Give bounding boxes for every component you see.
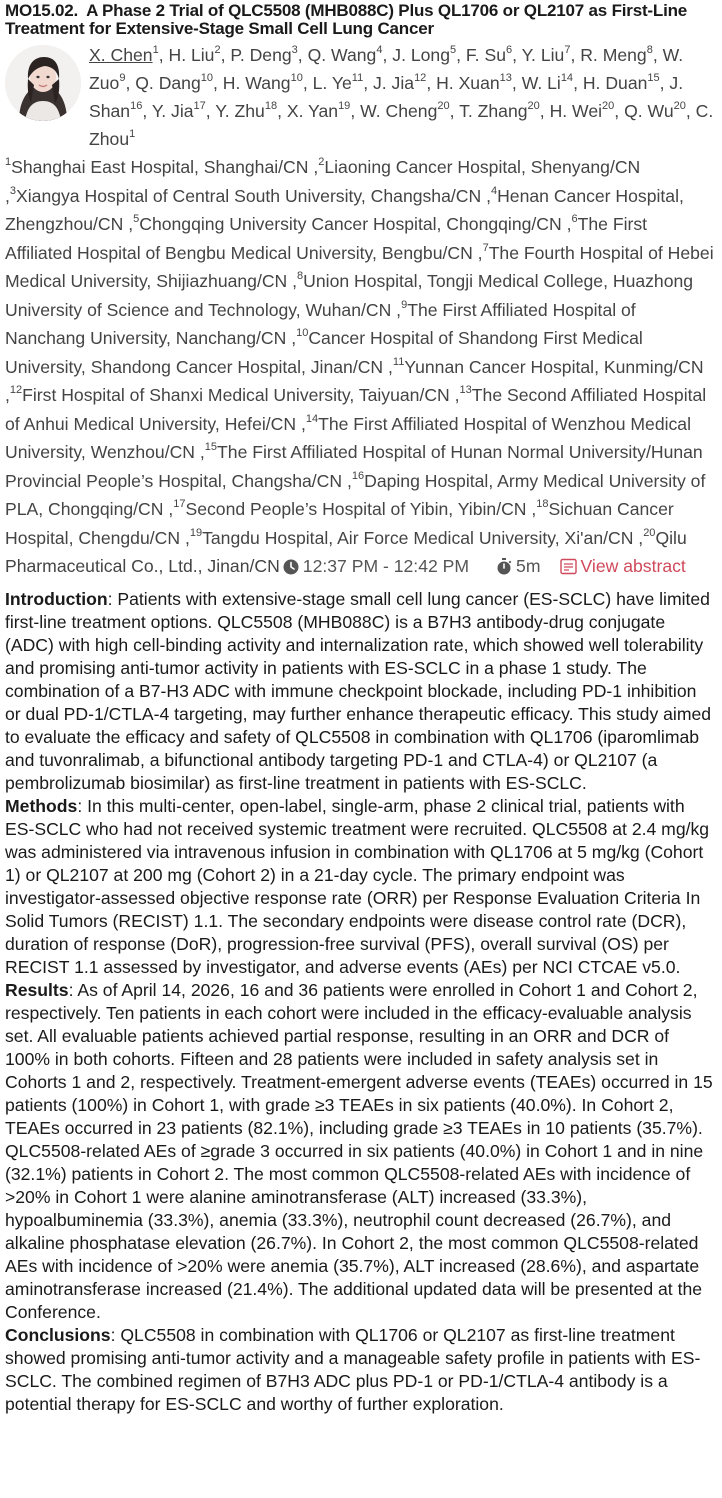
author-name: P. Deng <box>230 45 292 65</box>
author-affiliation-number: 3 <box>291 44 298 56</box>
author-name: Y. Zhu <box>215 101 265 121</box>
affiliation-text: The First Affiliated Hospital of Nanchang University, Nanchang/CN <box>5 299 636 348</box>
author-name: H. Wang <box>222 73 291 93</box>
author-affiliation-number: 1 <box>152 44 159 56</box>
affiliation-text: The First Affiliated Hospital of Hunan Normal University/Hunan Provincial People’s Hospital, Changsha/CN <box>5 442 703 491</box>
author-affiliation-number: 10 <box>290 72 303 84</box>
session-time: 12:37 PM - 12:42 PM <box>302 556 470 576</box>
affiliation-text: The First Affiliated Hospital of Bengbu Medical University, Bengbu/CN <box>5 214 648 263</box>
affiliation-number: 4 <box>490 184 498 197</box>
conclusions-label: Conclusions <box>5 1324 111 1345</box>
author-affiliation-number: 9 <box>119 72 126 84</box>
author-affiliation-number: 20 <box>527 100 540 112</box>
author-name: H. Wei <box>549 101 603 121</box>
author-name: Y. Liu <box>521 45 565 65</box>
affiliation-number: 7 <box>482 241 489 254</box>
affiliation-text: Qilu Pharmaceutical Co., Ltd., Jinan/CN <box>5 527 687 576</box>
conclusions-text: QLC5508 in combination with QL1706 or QL2107 as first-line treatment showed promising anti-tumor activity and a manageable safety profile in patients with ES-SCLC. The combined regimen of B7H3 ADC plus PD-1 or PD-1/CTLA-4 antibody is a potential therapy for ES-SCLC and worthy of further exploration. <box>5 1324 701 1414</box>
affiliation-number: 5 <box>133 213 140 225</box>
author-affiliation-number: 6 <box>505 44 513 56</box>
affiliation-text: The Fourth Hospital of Hebei Medical University, Shijiazhuang/CN <box>5 242 714 291</box>
author-affiliation-number: 1 <box>129 128 136 140</box>
introduction-section: Introduction: Patients with extensive-stage small cell lung cancer (ES-SCLC) have limited first-line treatment options. QLC5508 (MHB088C) is a B7H3 antibody-drug conjugate (ADC) with high cell-binding activity and internalization rate, which showed well tolerability and promising anti-tumor activity in patients with ES-SCLC in a phase 1 study. The combination of a B7-H3 ADC with immune checkpoint blockade, including PD-1 inhibition or dual PD-1/CTLA-4 targeting, may further enhance therapeutic efficacy. This study aimed to evaluate the efficacy and safety of QLC5508 in combination with QL1706 (iparomlimab and tuvonralimab, a bifunctional antibody targeting PD-1 and CTLA-4) or QL2107 (a pembrolizumab biosimilar) as first-line treatment in patients with ES-SCLC. <box>5 588 712 793</box>
author-affiliation-number: 12 <box>414 72 427 84</box>
affiliation-text: The First Affiliated Hospital of Wenzhou Medical University, Wenzhou/CN <box>5 413 691 462</box>
affiliation-text: Xiangya Hospital of Central South University, Changsha/CN <box>16 185 482 206</box>
affiliation-text: Sichuan Cancer Hospital, Chengdu/CN <box>5 499 674 548</box>
author-name: C. Zhou <box>89 101 714 149</box>
author-name: H. Liu <box>168 45 215 65</box>
affiliation-text: Liaoning Cancer Hospital, Shenyang/CN <box>324 157 641 177</box>
affiliation-number: 16 <box>351 469 365 482</box>
affiliation-number: 8 <box>297 270 304 282</box>
affiliation-text: Shanghai East Hospital, Shanghai/CN <box>11 157 309 177</box>
author-affiliation-number: 2 <box>214 44 221 56</box>
affiliation-block <box>5 153 716 584</box>
session-title-text: A Phase 2 Trial of QLC5508 (MHB088C) Plus QL1706 or QL2107 as First-Line Treatment for Extensive-Stage Small Cell Lung Cancer <box>5 1 688 38</box>
affiliation-number: 2 <box>318 156 325 168</box>
author-affiliation-number: 20 <box>437 100 450 112</box>
author-name: J. Jia <box>372 73 415 93</box>
affiliation-number: 10 <box>296 327 309 339</box>
author-name: W. Cheng <box>360 101 438 121</box>
author-name: L. Ye <box>312 73 352 93</box>
affiliation-text: Second People’s Hospital of Yibin, Yibin/CN <box>185 499 527 519</box>
author-affiliation-number: 10 <box>200 72 214 84</box>
session-title <box>5 2 716 38</box>
affiliation-number: 3 <box>9 184 17 197</box>
presenter-avatar <box>5 45 81 121</box>
affiliation-number: 1 <box>5 156 12 168</box>
author-affiliation-number: 16 <box>130 100 143 112</box>
affiliation-number: 9 <box>401 298 408 311</box>
author-affiliation-number: 13 <box>499 72 512 84</box>
results-section: Results: As of April 14, 2026, 16 and 36 patients were enrolled in Cohort 1 and Cohort 2, respectively. Ten patients in each cohort were included in the efficacy-evaluable analysis set. All evaluable patients achieved partial response, resulting in an ORR and DCR of 100% in both cohorts. Fifteen and 28 patients were included in safety analysis set in Cohorts 1 and 2, respectively. Treatment-emergent adverse events (TEAEs) occurred in 15 patients (100%) in Cohort 1, with grade ≥3 TEAEs in six patients (40.0%). In Cohort 2, TEAEs occurred in 23 patients (82.1%), including grade ≥3 TEAEs in 10 patients (35.7%). QLC5508-related AEs of ≥grade 3 occurred in six patients (40.0%) in Cohort 1 and in nine (32.1%) patients in Cohort 2. The most common QLC5508-related AEs with incidence of >20% in Cohort 1 were alanine aminotransferase (ALT) increased (33.3%), hypoalbuminemia (33.3%), anemia (33.3%), neutrophil count decreased (26.7%), and alkaline phosphatase elevation (26.7%). In Cohort 2, the most common QLC5508-related AEs with incidence of >20% were anemia (35.7%), ALT increased (28.6%), and aspartate aminotransferase increased (21.4%). The additional updated data will be presented at the Conference. <box>5 979 713 1322</box>
view-abstract-link[interactable]: View abstract <box>580 556 686 576</box>
introduction-text: Patients with extensive-stage small cell lung cancer (ES-SCLC) have limited first-line treatment options. QLC5508 (MHB088C) is a B7H3 antibody-drug conjugate (ADC) with high cell-binding activity and internalization rate, which showed well tolerability and promising anti-tumor activity in patients with ES-SCLC in a phase 1 study. The combination of a B7-H3 ADC with immune checkpoint blockade, including PD-1 inhibition or dual PD-1/CTLA-4 targeting, may further enhance therapeutic efficacy. This study aimed to evaluate the efficacy and safety of QLC5508 in combination with QL1706 (iparomlimab and tuvonralimab, a bifunctional antibody targeting PD-1 and CTLA-4) or QL2107 (a pembrolizumab biosimilar) as first-line treatment in patients with ES-SCLC. <box>5 588 712 793</box>
author-affiliation-number: 7 <box>564 44 571 56</box>
presenter-name: X. Chen <box>89 45 153 65</box>
affiliation-number: 18 <box>536 498 549 510</box>
author-name: W. Li <box>521 73 561 93</box>
affiliation-number: 17 <box>173 498 186 510</box>
affiliation-number: 15 <box>204 441 218 453</box>
affiliation-number: 11 <box>392 355 405 368</box>
affiliation-number: 6 <box>571 213 578 225</box>
stopwatch-icon <box>496 555 512 584</box>
abstract-body <box>5 588 716 1416</box>
affiliation-text: Chongqing University Cancer Hospital, Chongqing/CN <box>139 214 562 234</box>
affiliation-list: $^1$Shanghai East Hospital, Shanghai/CN ,$^2$Liaoning Cancer Hospital, Shenyang/CN ,$^3$Xiangya Hospital of Central South University, Changsha/CN ,$^4$Henan Cancer Hospital, Zhengzhou/CN ,$^5$Chongqing University Cancer Hospital, Chongqing/CN ,$^6$The First Affiliated Hospital of Bengbu Medical University, Bengbu/CN ,$^7$The Fourth Hospital of Hebei Medical University, Shijiazhuang/CN ,$^8$Union Hospital, Tongji Medical College, Huazhong University of Science and Technology, Wuhan/CN ,$^9$The First Affiliated Hospital of Nanchang University, Nanchang/CN ,$^{10}$Cancer Hospital of Shandong First Medical University, Shandong Cancer Hospital, Jinan/CN ,$^{11}$Yunnan Cancer Hospital, Kunming/CN ,$^{12}$First Hospital of Shanxi Medical University, Taiyuan/CN ,$^{13}$The Second Affiliated Hospital of Anhui Medical University, Hefei/CN ,$^{14}$The First Affiliated Hospital of Wenzhou Medical University, Wenzhou/CN ,$^{15}$The First Affiliated Hospital of Hunan Normal University/Hunan Provincial People’s Hospital, Changsha/CN ,$^{16}$Daping Hospital, Army Medical University of PLA, Chongqing/CN ,$^{17}$Second People’s Hospital of Yibin, Yibin/CN ,$^{18}$Sichuan Cancer Hospital, Chengdu/CN ,$^{19}$Tangdu Hospital, Air Force Medical University, Xi'an/CN ,$^{20}$Qilu Pharmaceutical Co., Ltd., Jinan/CN <box>5 156 714 576</box>
author-name: J. Shan <box>89 73 684 121</box>
author-name: H. Duan <box>582 73 648 93</box>
author-name: R. Meng <box>580 45 647 65</box>
author-name: W. Zuo <box>89 45 684 93</box>
methods-section: Methods: In this multi-center, open-label, single-arm, phase 2 clinical trial, patients with ES-SCLC who had not received systemic treatment were recruited. QLC5508 at 2.4 mg/kg was administered via intravenous infusion in combination with QL1706 at 5 mg/kg (Cohort 1) or QL2107 at 200 mg (Cohort 2) in a 21-day cycle. The primary endpoint was investigator-assessed objective response rate (ORR) per Response Evaluation Criteria In Solid Tumors (RECIST) 1.1. The secondary endpoints were disease control rate (DCR), duration of response (DoR), progression-free survival (PFS), overall survival (OS) per RECIST 1.1 assessed by investigator, and adverse events (AEs) per NCI CTCAE v5.0. <box>5 795 710 977</box>
affiliation-text: Tangdu Hospital, Air Force Medical University, Xi'an/CN <box>202 527 634 548</box>
author-affiliation-number: 11 <box>351 72 364 84</box>
affiliation-text: Daping Hospital, Army Medical University of PLA, Chongqing/CN <box>5 470 706 519</box>
results-label: Results <box>5 979 69 1000</box>
session-meta <box>280 556 686 576</box>
author-affiliation-number: 15 <box>647 72 660 84</box>
affiliation-text: First Hospital of Shanxi Medical University, Taiyuan/CN <box>22 385 450 405</box>
author-name: T. Zhang <box>459 101 528 121</box>
methods-text: In this multi-center, open-label, single-arm, phase 2 clinical trial, patients with ES-SCLC who had not received systemic treatment were recruited. QLC5508 at 2.4 mg/kg was administered via intravenous infusion in combination with QL1706 at 5 mg/kg (Cohort 1) or QL2107 at 200 mg (Cohort 2) in a 21-day cycle. The primary endpoint was investigator-assessed objective response rate (ORR) per Response Evaluation Criteria In Solid Tumors (RECIST) 1.1. The secondary endpoints were disease control rate (DCR), duration of response (DoR), progression-free survival (PFS), overall survival (OS) per RECIST 1.1 assessed by investigator, and adverse events (AEs) per NCI CTCAE v5.0. <box>5 795 710 977</box>
clock-icon <box>283 555 299 584</box>
author-name: Y. Jia <box>151 101 194 121</box>
affiliation-number: 13 <box>459 384 472 396</box>
author-affiliation-number: 8 <box>646 44 653 56</box>
affiliation-text: Yunnan Cancer Hospital, Kunming/CN <box>404 356 704 377</box>
author-affiliation-number: 5 <box>449 44 457 56</box>
author-block <box>5 41 716 153</box>
author-affiliation-number: 14 <box>560 72 574 84</box>
avatar-image <box>5 45 81 121</box>
author-name: Q. Wang <box>307 45 377 65</box>
affiliation-number: 20 <box>643 526 656 539</box>
methods-label: Methods <box>5 795 78 816</box>
author-list: X. Chen$^1$, H. Liu$^2$, P. Deng$^3$, Q. Wang$^4$, J. Long$^5$, F. Su$^6$, Y. Liu$^7$, R. Meng$^8$, W. Zuo$^9$, Q. Dang$^{10}$, H. Wang$^{10}$, L. Ye$^{11}$, J. Jia$^{12}$, H. Xuan$^{13}$, W. Li$^{14}$, H. Duan$^{15}$, J. Shan$^{16}$, Y. Jia$^{17}$, Y. Zhu$^{18}$, X. Yan$^{19}$, W. Cheng$^{20}$, T. Zhang$^{20}$, H. Wei$^{20}$, Q. Wu$^{20}$, C. Zhou$^1$ <box>89 44 714 149</box>
document-icon[interactable] <box>560 555 577 584</box>
author-affiliation-number: 17 <box>193 100 206 112</box>
author-affiliation-number: 18 <box>264 100 278 112</box>
affiliation-number: 12 <box>9 384 23 396</box>
conclusions-section: Conclusions: QLC5508 in combination with QL1706 or QL2107 as first-line treatment showed promising anti-tumor activity and a manageable safety profile in patients with ES-SCLC. The combined regimen of B7H3 ADC plus PD-1 or PD-1/CTLA-4 antibody is a potential therapy for ES-SCLC and worthy of further exploration. <box>5 1324 701 1414</box>
author-name: Q. Dang <box>135 73 201 93</box>
affiliation-text: Cancer Hospital of Shandong First Medical University, Shandong Cancer Hospital, Jinan/CN <box>5 328 643 377</box>
abstract-page <box>0 2 722 1498</box>
author-name: F. Su <box>465 45 506 65</box>
author-affiliation-number: 19 <box>338 100 351 112</box>
affiliation-text: Henan Cancer Hospital, Zhengzhou/CN <box>5 185 684 234</box>
author-affiliation-number: 20 <box>673 100 686 112</box>
session-code: MO15.02. <box>5 1 79 20</box>
affiliation-number: 14 <box>305 412 319 425</box>
affiliation-text: The Second Affiliated Hospital of Anhui Medical University, Hefei/CN <box>5 385 707 434</box>
affiliation-text: Union Hospital, Tongji Medical College, Huazhong University of Science and Technology, Wuhan/CN <box>5 271 694 320</box>
author-name: H. Xuan <box>436 73 500 93</box>
introduction-label: Introduction <box>5 588 108 609</box>
author-affiliation-number: 4 <box>376 44 383 56</box>
author-name: Q. Wu <box>624 101 674 121</box>
session-duration: 5m <box>516 556 541 576</box>
author-affiliation-number: 20 <box>602 100 615 112</box>
results-text: As of April 14, 2026, 16 and 36 patients were enrolled in Cohort 1 and Cohort 2, respectively. Ten patients in each cohort were included in the efficacy-evaluable analysis set. All evaluable patients achieved partial response, resulting in an ORR and DCR of 100% in both cohorts. Fifteen and 28 patients were included in safety analysis set in Cohorts 1 and 2, respectively. Treatment-emergent adverse events (TEAEs) occurred in 15 patients (100%) in Cohort 1, with grade ≥3 TEAEs in six patients (40.0%). In Cohort 2, TEAEs occurred in 23 patients (82.1%), including grade ≥3 TEAEs in 10 patients (35.7%). QLC5508-related AEs of ≥grade 3 occurred in six patients (40.0%) in Cohort 1 and in nine (32.1%) patients in Cohort 2. The most common QLC5508-related AEs with incidence of >20% in Cohort 1 were alanine aminotransferase (ALT) increased (33.3%), hypoalbuminemia (33.3%), anemia (33.3%), neutrophil count decreased (26.7%), and alkaline phosphatase elevation (26.7%). In Cohort 2, the most common QLC5508-related AEs with incidence of >20% were anemia (35.7%), ALT increased (28.6%), and aspartate aminotransferase increased (21.4%). The additional updated data will be presented at the Conference. <box>5 979 713 1322</box>
author-name: X. Yan <box>286 101 339 121</box>
affiliation-number: 19 <box>189 526 203 539</box>
author-name: J. Long <box>392 45 450 65</box>
